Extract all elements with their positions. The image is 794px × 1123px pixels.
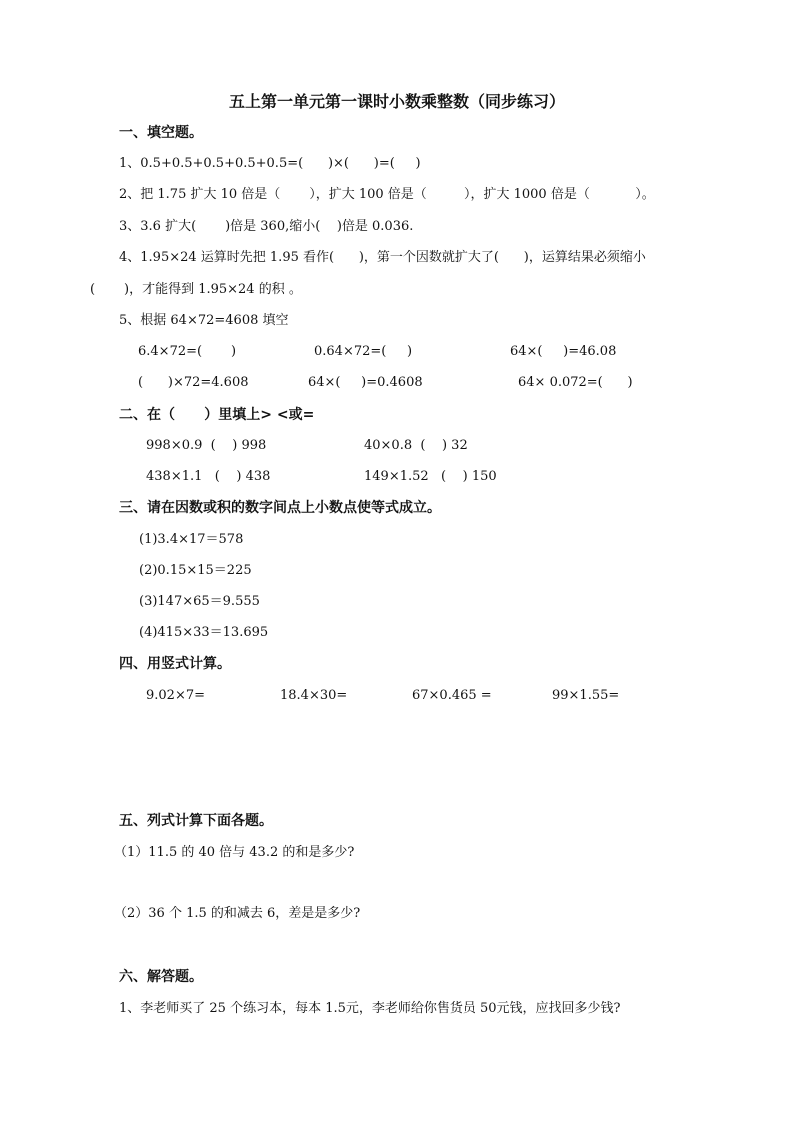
s2-compare-b: 40×0.8 ( ) 32 — [364, 438, 468, 453]
s3-item-2: (2)0.15×15＝225 — [139, 563, 252, 578]
s4-item-4: 99×1.55= — [552, 688, 620, 703]
s1-question-1: 1、0.5+0.5+0.5+0.5+0.5=( )×( )=( ) — [119, 156, 421, 171]
s5-question-1: （1）11.5 的 40 倍与 43.2 的和是多少? — [114, 845, 355, 860]
section-1-heading: 一、填空题。 — [119, 125, 203, 141]
s4-item-1: 9.02×7= — [146, 688, 206, 703]
s4-item-3: 67×0.465 = — [412, 688, 492, 703]
page-title: 五上第一单元第一课时小数乘整数（同步练习） — [228, 92, 565, 111]
s1-q5-row2-col3: 64× 0.072=( ) — [518, 375, 633, 390]
section-3-heading: 三、请在因数或积的数字间点上小数点使等式成立。 — [119, 500, 441, 516]
section-5-heading: 五、列式计算下面各题。 — [119, 813, 273, 829]
s1-q5-row1-col3: 64×( )=46.08 — [510, 344, 617, 359]
s1-q5-row1-col1: 6.4×72=( ) — [138, 344, 237, 359]
s1-q5-row2-col1: ( )×72=4.608 — [138, 375, 249, 390]
s3-item-1: (1)3.4×17＝578 — [139, 532, 244, 547]
s1-question-3: 3、3.6 扩大( )倍是 360,缩小( )倍是 0.036. — [119, 219, 414, 234]
s1-q5-row1-col2: 0.64×72=( ) — [314, 344, 413, 359]
s1-question-4-line-1: 4、1.95×24 运算时先把 1.95 看作( )，第一个因数就扩大了( )，运算结果必须缩小 — [119, 250, 646, 265]
s1-question-4-line-2: ( )，才能得到 1.95×24 的积 。 — [90, 282, 302, 297]
s1-question-2: 2、把 1.75 扩大 10 倍是（ ），扩大 100 倍是（ ），扩大 1000 倍是（ ）。 — [119, 187, 655, 202]
s1-q5-row2-col2: 64×( )=0.4608 — [308, 375, 423, 390]
section-4-heading: 四、用竖式计算。 — [119, 656, 231, 672]
s5-question-2: （2）36 个 1.5 的和减去 6，差是是多少? — [114, 906, 361, 921]
s1-question-5: 5、根据 64×72=4608 填空 — [119, 313, 289, 328]
s4-item-2: 18.4×30= — [280, 688, 348, 703]
s6-question-1: 1、李老师买了 25 个练习本，每本 1.5元，李老师给你售货员 50元钱，应找回多少钱? — [119, 1001, 621, 1016]
s2-compare-d: 149×1.52 ( ) 150 — [364, 469, 497, 484]
section-6-heading: 六、解答题。 — [119, 969, 203, 985]
s2-compare-a: 998×0.9 ( ) 998 — [146, 438, 267, 453]
s3-item-3: (3)147×65＝9.555 — [139, 594, 260, 609]
s3-item-4: (4)415×33＝13.695 — [139, 625, 269, 640]
section-2-heading: 二、在（ ）里填上> <或= — [119, 407, 315, 423]
s2-compare-c: 438×1.1 ( ) 438 — [146, 469, 271, 484]
